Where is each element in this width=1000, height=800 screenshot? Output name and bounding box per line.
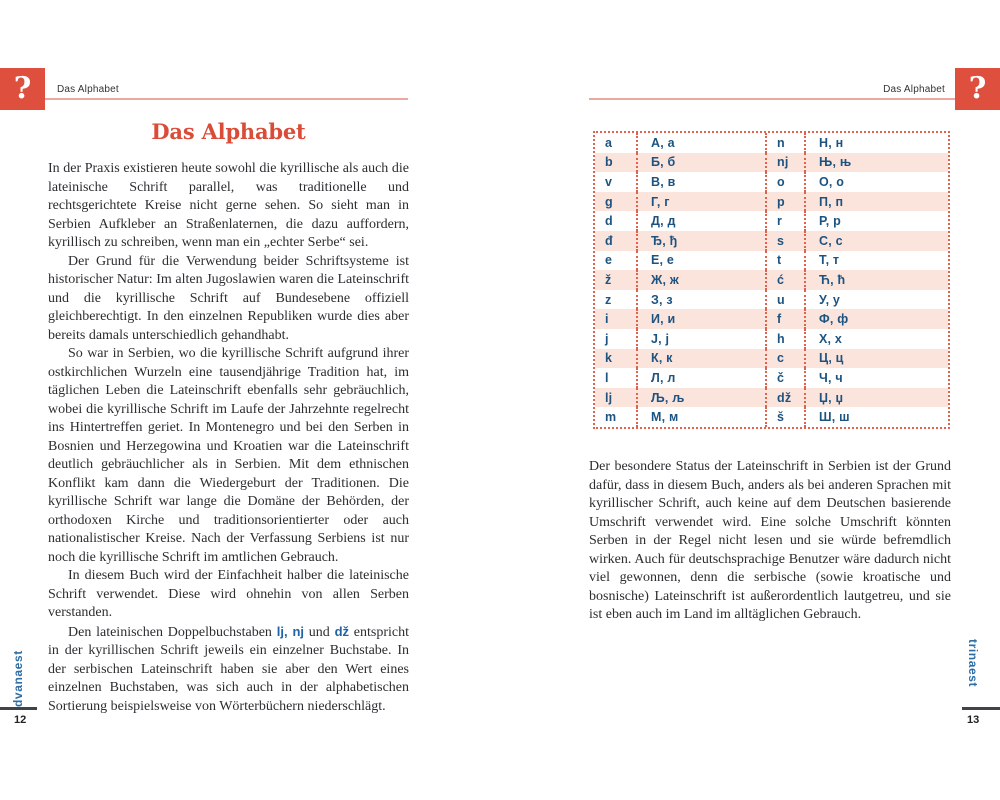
cyrillic-letter-cell: Б, б: [638, 153, 767, 173]
cyrillic-letter-cell: Д, д: [638, 211, 767, 231]
cyrillic-letter-cell: М, м: [638, 407, 767, 427]
cyrillic-letter-cell: Т, т: [819, 253, 840, 268]
latin-letter-cell: b: [595, 153, 638, 173]
paragraph: In diesem Buch wird der Einfachheit halber die lateinische Schrift verwendet. Diese wird ohnehin von allen Serben verstanden.: [48, 568, 409, 620]
latin-letter-cell: m: [595, 407, 638, 427]
question-mark-icon: [955, 68, 1000, 110]
latin-letter-cell: t: [767, 251, 806, 271]
alphabet-table-row: [595, 211, 948, 231]
latin-letter-cell: g: [595, 192, 638, 212]
latin-letter-cell: č: [767, 368, 806, 388]
alphabet-table-row: [595, 290, 948, 310]
cyrillic-letter-cell: Џ, џ: [819, 390, 844, 405]
cyrillic-letter-cell: Н, н: [819, 135, 844, 150]
cyrillic-letter-cell: Г, г: [638, 192, 767, 212]
alphabet-table: [593, 131, 950, 429]
cyrillic-letter-cell: Р, р: [819, 214, 841, 229]
latin-letter-cell: i: [595, 309, 638, 329]
latin-letter-cell: z: [595, 290, 638, 310]
alphabet-table-row: [595, 270, 948, 290]
alphabet-table-row: [595, 133, 948, 153]
cyrillic-letter-cell: П, п: [819, 194, 844, 209]
side-word-left: dvanaest: [11, 650, 25, 707]
alphabet-table-row: [595, 309, 948, 329]
digraph-highlight: dž: [334, 623, 350, 639]
paragraph: Der Grund für die Verwendung beider Schriftsysteme ist historischer Natur: Im alten Jugoslawien waren die Lateinschrift und die kyrillische Schrift auf Bundesebene offiziell gleichberechtigt. In den einzelnen Republiken wurde dies aber bereits damals unterschiedlich gehandhabt.: [48, 253, 409, 343]
footer-rule-right: [962, 707, 1000, 710]
alphabet-table-row: [595, 172, 948, 192]
question-mark-glyph: ?: [13, 71, 32, 106]
running-header-left: Das Alphabet: [57, 84, 119, 95]
latin-letter-cell: u: [767, 290, 806, 310]
digraph-highlight: lj, nj: [276, 623, 304, 639]
latin-letter-cell: n: [767, 133, 806, 153]
header-rule-right: [589, 98, 955, 100]
latin-letter-cell: h: [767, 329, 806, 349]
cyrillic-letter-cell: Ђ, ђ: [638, 231, 767, 251]
cyrillic-letter-cell: С, с: [819, 233, 843, 248]
cyrillic-letter-cell: J, j: [638, 329, 767, 349]
latin-letter-cell: p: [767, 192, 806, 212]
paragraph: In der Praxis existieren heute sowohl die kyrillische als auch die lateinische Schrift parallel, was traditionelle und rechtsgerichtete Kreise nicht gerne sehen. So sieht man in Serbien Aufkleber an Straßenlaternen, die dazu auffordern, kyrillisch zu schreiben, wenn man ein „echter Serbe“ sei.: [48, 161, 409, 250]
chapter-title: Das Alphabet: [151, 119, 306, 144]
latin-letter-cell: o: [767, 172, 806, 192]
cyrillic-letter-cell: И, и: [638, 309, 767, 329]
paragraph: Den lateinischen Doppelbuchstaben lj, nj und dž entspricht in der kyrillischen Schrift jeweils ein einzelner Buchstabe. In der serbischen Lateinschrift haben sie aber den Wert eines einzelnen Buchstaben, was sich auch in der alphabetischen Sortierung beispielsweise von Wörterbüchern niederschlägt.: [48, 623, 409, 714]
latin-letter-cell: lj: [595, 388, 638, 408]
alphabet-table-row: [595, 192, 948, 212]
cyrillic-letter-cell: Ж, ж: [638, 270, 767, 290]
page-number-right: 13: [967, 714, 980, 726]
cyrillic-letter-cell: У, у: [819, 292, 841, 307]
header-rule-left: [45, 98, 408, 100]
cyrillic-letter-cell: Х, х: [819, 331, 843, 346]
latin-letter-cell: l: [595, 368, 638, 388]
alphabet-table-row: [595, 349, 948, 369]
latin-letter-cell: nj: [767, 153, 806, 173]
latin-letter-cell: r: [767, 211, 806, 231]
running-header-right: Das Alphabet: [883, 84, 945, 95]
latin-letter-cell: f: [767, 309, 806, 329]
cyrillic-letter-cell: Ц, ц: [819, 351, 844, 366]
cyrillic-letter-cell: Њ, њ: [819, 155, 852, 170]
alphabet-table-row: [595, 407, 948, 427]
footer-rule-left: [0, 707, 37, 710]
alphabet-table-row: [595, 368, 948, 388]
question-mark-glyph: ?: [968, 71, 987, 106]
cyrillic-letter-cell: А, а: [638, 133, 767, 153]
paragraph: Der besondere Status der Lateinschrift in Serbien ist der Grund dafür, dass in diesem Buch, anders als bei anderen Sprachen mit kyrillischer Schrift, auch keine auf dem Deutschen basierende Umschrift verwendet wird. Eine solche Umschrift könnten Serben in der Regel nicht lesen und sie würde befremdlich wirken. Auch für deutschsprachige Benutzer wäre dadurch nicht viel gewonnen, denn die serbische (sowie kroatische und bosnische) Lateinschrift ist außerordentlich lautgetreu, und sie ist eben auch im Land im alltäglichen Gebrauch.: [589, 459, 951, 622]
cyrillic-letter-cell: Љ, љ: [638, 388, 767, 408]
cyrillic-letter-cell: Л, л: [638, 368, 767, 388]
body-text-right: [589, 458, 951, 625]
latin-letter-cell: e: [595, 251, 638, 271]
latin-letter-cell: š: [767, 407, 806, 427]
latin-letter-cell: k: [595, 349, 638, 369]
body-text-left: [48, 160, 409, 716]
latin-letter-cell: a: [595, 133, 638, 153]
question-mark-icon: [0, 68, 45, 110]
alphabet-table-row: [595, 388, 948, 408]
cyrillic-letter-cell: Ш, ш: [819, 410, 850, 425]
cyrillic-letter-cell: Ф, ф: [819, 312, 849, 327]
paragraph: So war in Serbien, wo die kyrillische Schrift aufgrund ihrer ostkirchlichen Wurzeln eine tausendjährige Tradition hat, im täglichen Leben die Lateinschrift ebenfalls sehr gebräuchlich, wobei die kyrillische Schrift im Laufe der Jahrzehnte regelrecht ins Hintertreffen geriet. In Montenegro und bei den Serben in Bosnien und Herzegowina und Kroatien war die Lateinschrift deutlich gebräuchlicher als in Serbien. Mit dem ethnischen Konflikt kam dann die Wiedergeburt der Traditionen. Die kyrillische Schrift war lange die Domäne der Behörden, der orthodoxen Kirche und traditionsorientierter oder auch nationalistischer Kreise. Nach der Verfassung Serbiens ist nur noch die kyrillische Schrift im amtlichen Gebrauch.: [48, 346, 409, 565]
latin-letter-cell: d: [595, 211, 638, 231]
latin-letter-cell: dž: [767, 388, 806, 408]
alphabet-table-row: [595, 329, 948, 349]
cyrillic-letter-cell: З, з: [638, 290, 767, 310]
latin-letter-cell: c: [767, 349, 806, 369]
alphabet-table-row: [595, 153, 948, 173]
latin-letter-cell: ž: [595, 270, 638, 290]
cyrillic-letter-cell: Ч, ч: [819, 370, 843, 385]
cyrillic-letter-cell: К, к: [638, 349, 767, 369]
alphabet-table-row: [595, 231, 948, 251]
latin-letter-cell: s: [767, 231, 806, 251]
latin-letter-cell: v: [595, 172, 638, 192]
side-word-right: trinaest: [966, 639, 980, 688]
cyrillic-letter-cell: Е, е: [638, 251, 767, 271]
cyrillic-letter-cell: О, о: [819, 174, 845, 189]
latin-letter-cell: ć: [767, 270, 806, 290]
alphabet-table-row: [595, 251, 948, 271]
cyrillic-letter-cell: В, в: [638, 172, 767, 192]
latin-letter-cell: đ: [595, 231, 638, 251]
latin-letter-cell: j: [595, 329, 638, 349]
cyrillic-letter-cell: Ћ, ћ: [819, 272, 846, 287]
page-number-left: 12: [14, 714, 27, 726]
